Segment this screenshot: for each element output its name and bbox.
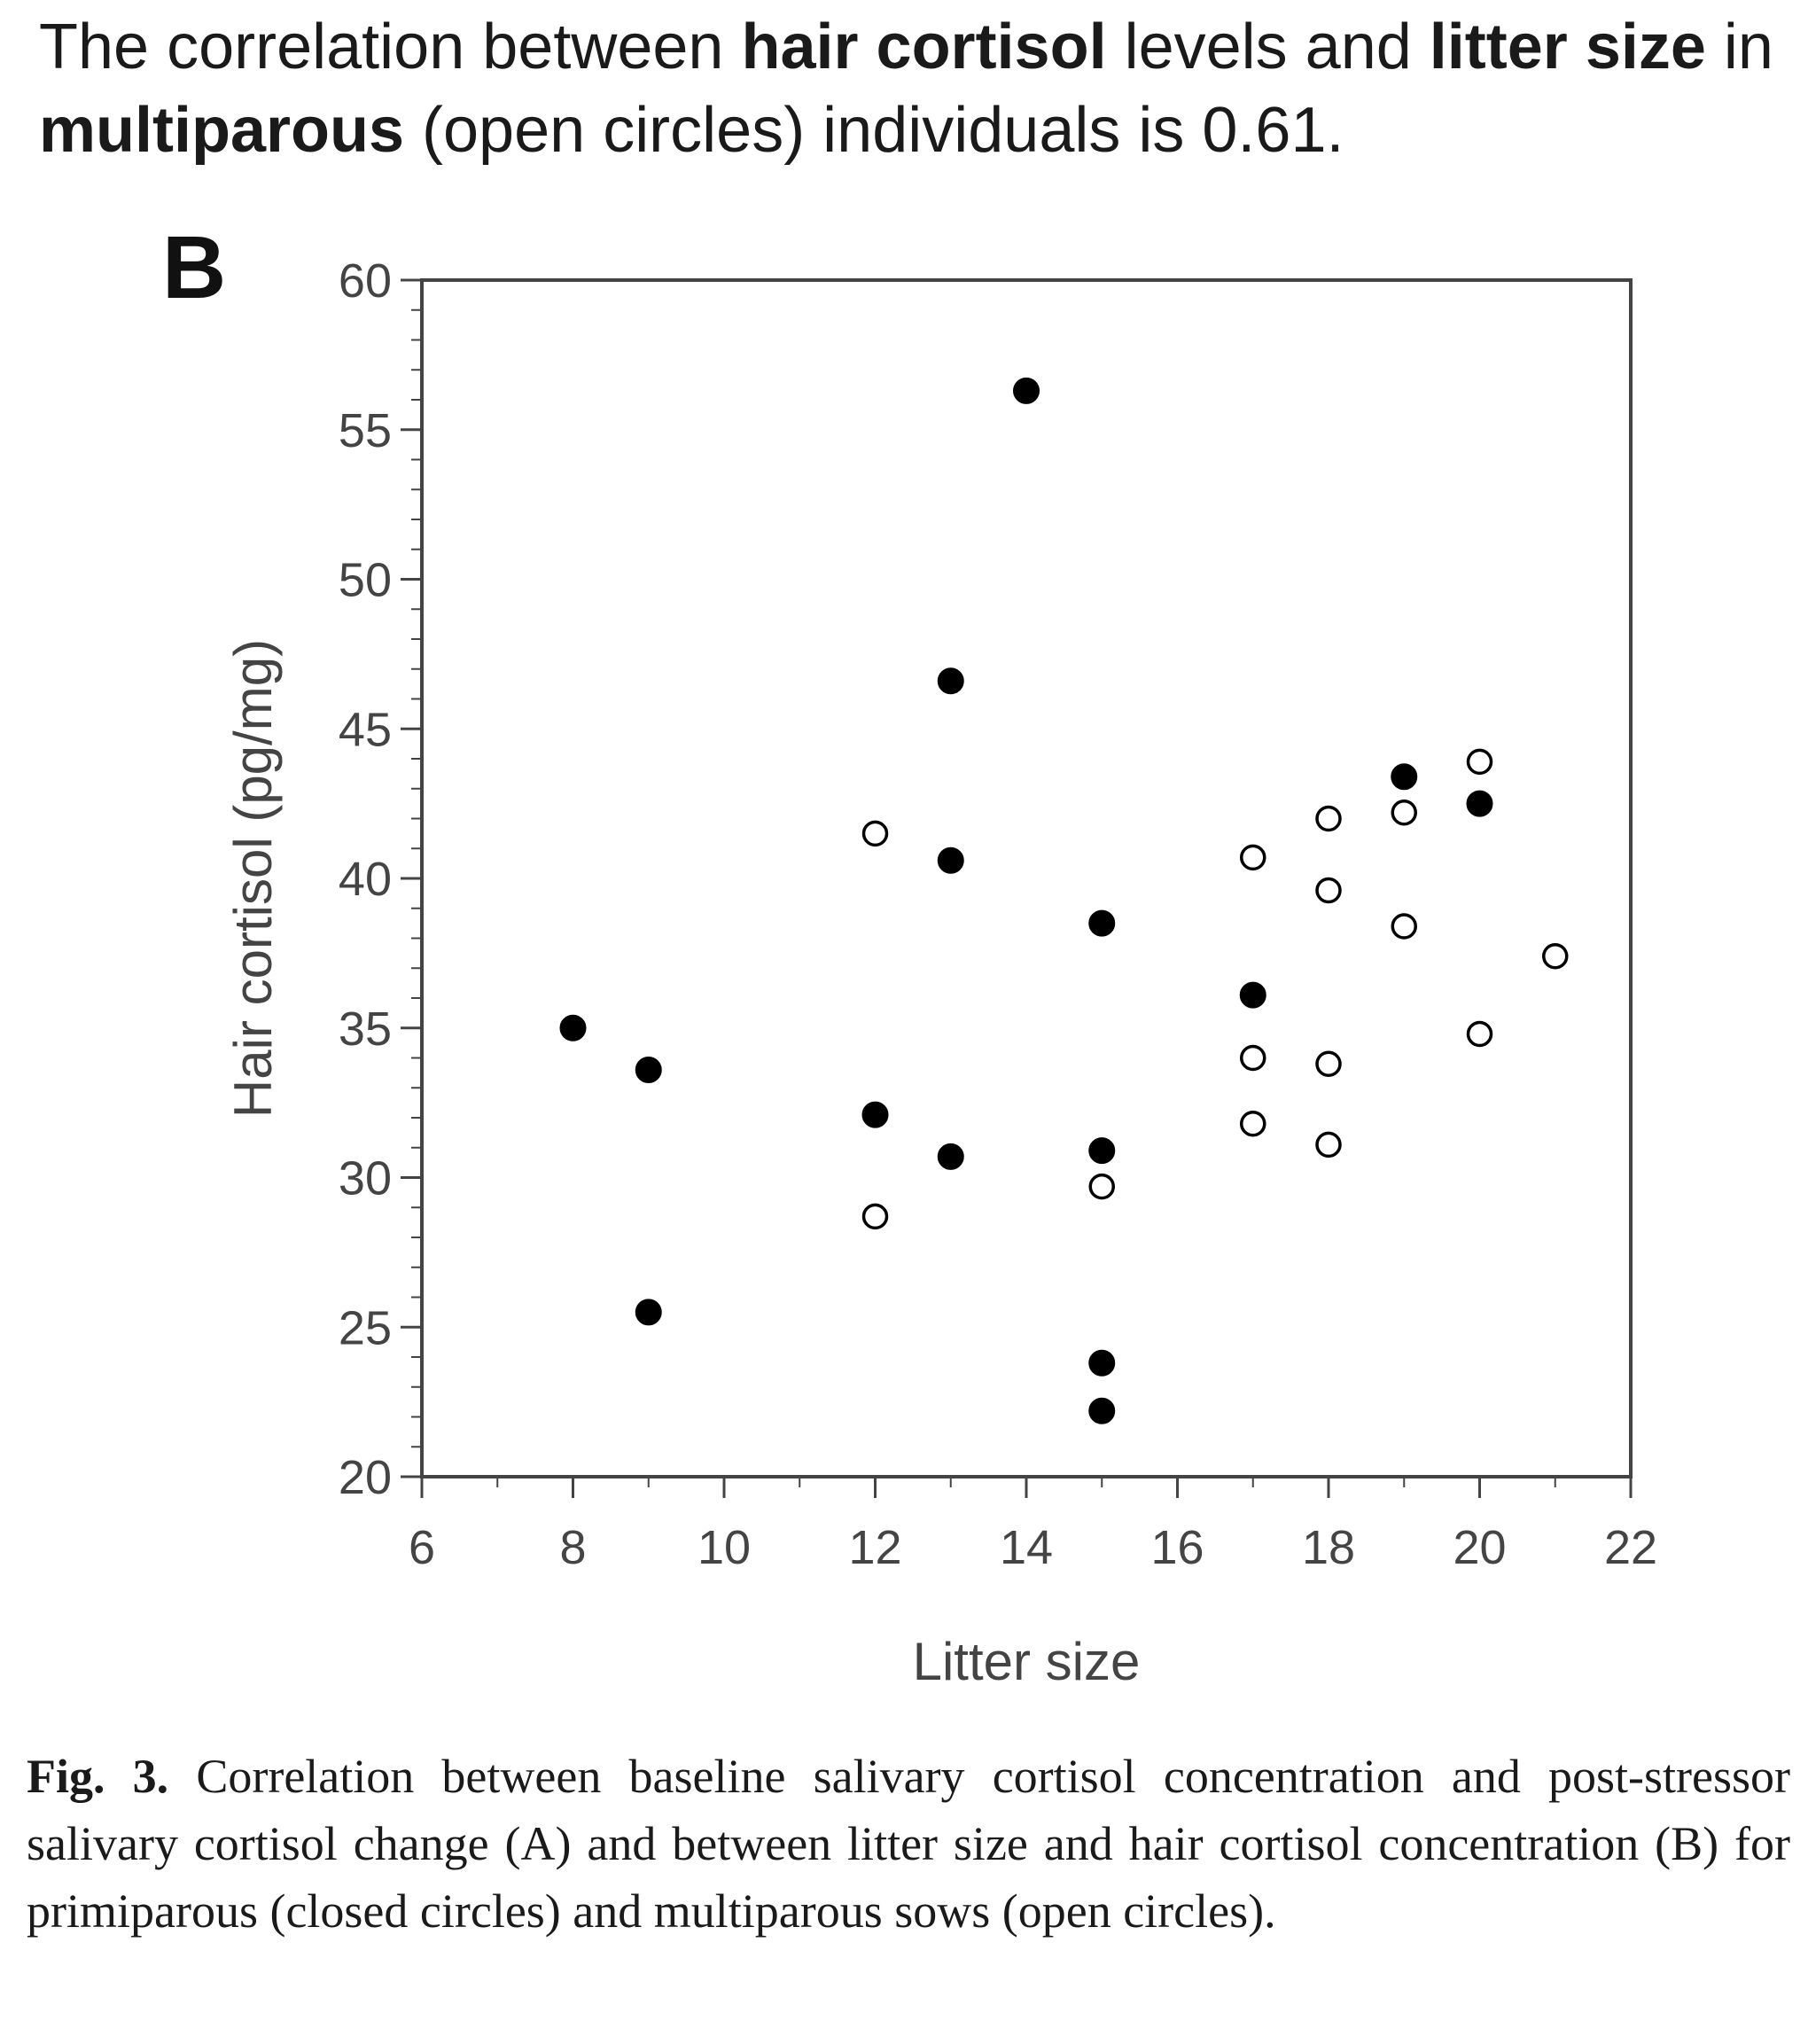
data-point-primiparous: [636, 1299, 661, 1324]
y-axis-title: Hair cortisol (pg/mg): [223, 638, 283, 1119]
x-tick-label: 20: [1453, 1521, 1507, 1574]
data-point-multiparous: [1317, 1133, 1340, 1156]
claim-part-3: in: [1705, 12, 1773, 82]
figure-caption: [27, 1743, 1790, 1945]
x-tick-label: 16: [1150, 1521, 1204, 1574]
data-point-multiparous: [1242, 1047, 1265, 1070]
data-point-multiparous: [1544, 945, 1567, 968]
claim-part-1: The correlation between: [39, 12, 742, 82]
x-tick-labels: [409, 1521, 1657, 1574]
y-tick-labels: [339, 254, 392, 1504]
data-point-multiparous: [1469, 750, 1492, 773]
minor-ticks: [411, 310, 1555, 1487]
major-ticks: [401, 280, 1631, 1498]
data-point-multiparous: [864, 822, 887, 845]
x-tick-label: 10: [697, 1521, 752, 1574]
panel-label: B: [162, 218, 227, 317]
y-tick-label: 45: [338, 703, 392, 757]
data-point-primiparous: [939, 848, 963, 873]
data-point-primiparous: [636, 1057, 661, 1082]
y-tick-label: 25: [338, 1301, 392, 1355]
data-point-primiparous: [561, 1016, 586, 1041]
caption-label: Fig. 3.: [27, 1750, 169, 1803]
data-point-primiparous: [1089, 1138, 1114, 1163]
caption-text: Correlation between baseline salivary cortisol concentration and post-stressor salivary cortisol change (A) and between litter size and hair cortisol concentration (B) for primiparous (closed circles) and multiparous sows (open circles).: [27, 1750, 1790, 1938]
x-tick-label: 14: [999, 1521, 1054, 1574]
data-point-multiparous: [1090, 1175, 1113, 1198]
claim-part-2: levels and: [1106, 12, 1430, 82]
x-tick-label: 8: [559, 1521, 587, 1574]
x-tick-label: 12: [848, 1521, 902, 1574]
x-tick-label: 22: [1603, 1521, 1658, 1574]
data-point-multiparous: [1242, 1112, 1265, 1135]
y-tick-label: 35: [338, 1002, 392, 1056]
data-point-multiparous: [1317, 879, 1340, 902]
y-tick-label: 40: [338, 853, 392, 906]
data-point-primiparous: [1391, 764, 1416, 789]
data-point-primiparous: [1089, 1351, 1114, 1376]
claim-bold-litter-size: litter size: [1429, 12, 1706, 82]
y-tick-label: 50: [338, 553, 392, 607]
y-tick-label: 60: [338, 254, 392, 308]
data-point-multiparous: [1392, 915, 1415, 938]
claim-text: [39, 5, 1776, 172]
x-tick-label: 6: [408, 1521, 436, 1574]
data-point-multiparous: [1242, 846, 1265, 869]
data-point-primiparous: [1089, 1399, 1114, 1424]
data-point-primiparous: [1089, 911, 1114, 936]
data-point-primiparous: [1241, 983, 1266, 1008]
data-point-primiparous: [1468, 792, 1492, 816]
data-point-multiparous: [1469, 1023, 1492, 1046]
x-tick-label: 18: [1301, 1521, 1356, 1574]
data-point-multiparous: [1317, 1052, 1340, 1075]
claim-bold-hair-cortisol: hair cortisol: [741, 12, 1107, 82]
y-tick-label: 30: [338, 1151, 392, 1205]
data-point-primiparous: [863, 1103, 888, 1127]
x-axis-title: Litter size: [912, 1632, 1141, 1691]
data-point-multiparous: [864, 1205, 887, 1228]
data-points: [561, 378, 1567, 1424]
y-tick-label: 55: [338, 403, 392, 457]
data-point-primiparous: [1014, 378, 1039, 403]
plot-frame: [422, 280, 1631, 1477]
data-point-multiparous: [1317, 807, 1340, 831]
y-tick-label: 20: [338, 1451, 392, 1504]
scatter-chart: [0, 204, 1808, 1728]
claim-bold-multiparous: multiparous: [39, 95, 405, 166]
data-point-primiparous: [939, 1144, 963, 1169]
data-point-primiparous: [939, 668, 963, 693]
data-point-multiparous: [1392, 801, 1415, 824]
claim-part-4: (open circles) individuals is 0.61.: [404, 95, 1344, 166]
